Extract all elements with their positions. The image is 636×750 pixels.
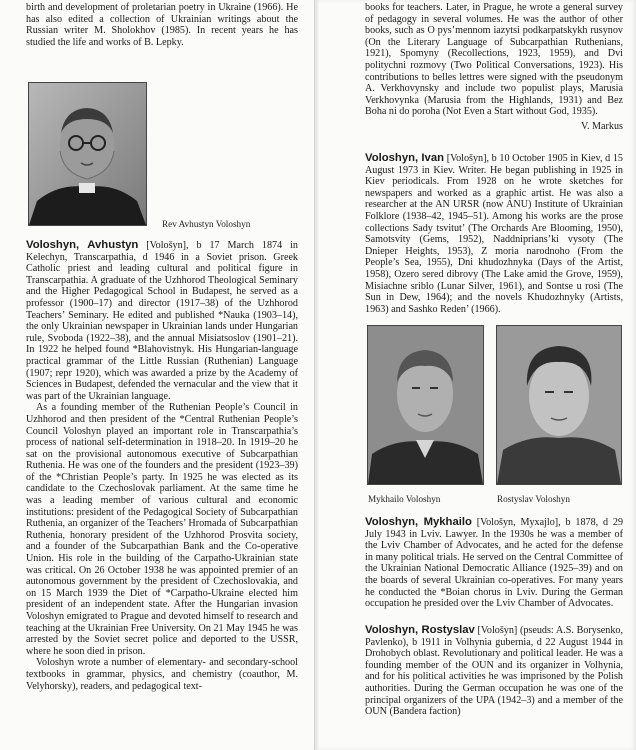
portrait-image	[368, 326, 483, 484]
photo-caption-mykhailo: Mykhailo Voloshyn	[368, 494, 441, 504]
photo-mykhailo-voloshyn	[367, 325, 484, 485]
entry-avhustyn-voloshyn	[26, 240, 298, 692]
headword-avhustyn: Voloshyn, Avhustyn	[26, 239, 139, 251]
headword-mykhailo: Voloshyn, Mykhailo	[365, 516, 472, 528]
left-top-paragraph	[26, 2, 298, 48]
portrait-image	[29, 83, 146, 225]
headword-ivan: Voloshyn, Ivan	[365, 152, 445, 164]
entry-avhustyn-para3: Voloshyn wrote a number of elementary- and secondary-school textbooks in grammar, physics, and chemistry (coauthor, M. Velyhorsky), readers, and pedagogical text-	[26, 657, 298, 692]
headword-rostyslav: Voloshyn, Rostyslav	[365, 624, 475, 636]
left-page	[0, 0, 315, 750]
entry-ivan-body: [Vološyn], b 10 October 1905 in Kiev, d 15 August 1973 in Kiev. Writer. He began publishing in 1925 in Kiev periodicals. From 1928 on he wrote sketches for newspapers and worked as a graphic artist. He was also a researcher at the AN URSR (now ANU) Institute of Ukrainian Folklore (1938–42, 1945–51). Among his works are the prose collections Sady tsvitut’ (The Orchards Are Blooming, 1950), Samotsvity (Gems, 1952), Naddniprians’ki vysoty (The Dnieper Heights, 1953), Z moria narodnoho (From the People’s Sea, 1955), Dni khudozhnyka (Days of the Artist, 1958), Ozero sered dibrovy (The Lake amid the Grove, 1959), Misiachne sriblo (Lunar Silver, 1961), and Sontse u rosi (The Sun in Dew, 1964); and the novels Khudozhnyky (Artists, 1963) and Sashko Reden’ (1966).	[365, 153, 623, 315]
entry-avhustyn-body: [Vološyn], b 17 March 1874 in Kelechyn, Transcarpathia, d 1946 in a Soviet prison. Greek Catholic priest and leading cultural and political figure in Transcarpathia. A graduate of the Uzhhorod Theological Seminary and the Higher Pedagogical School in Budapest, he served as a professor (1900–17) and director (1917–38) of the Uzhhorod Teachers’ Seminary. He edited and published *Nauka (1903–14), the only Ukrainian newspaper in Ukrainian lands under Hungarian rule, Svoboda (1922–38), and the annual Misiatsoslov (1901–21). In 1922 he helped found *Blahovistnyk. His Hungarian-language practical grammar of the Little Russian (Ruthenian) Language (1907; repr 1920), which was awarded a prize by the Academy of Sciences in Budapest, defended the vernacular and the view that it was part of the Ukrainian language.	[26, 240, 298, 402]
photo-caption-avhustyn: Rev Avhustyn Voloshyn	[162, 219, 251, 229]
right-page	[318, 0, 636, 750]
author-signature: V. Markus	[580, 120, 623, 132]
right-top-paragraph	[365, 2, 623, 133]
entry-rostyslav-body: [Vološyn] (pseuds: A.S. Borysenko, Pavlenko), b 1911 in Volhynia gubernia, d 22 August 1944 in Drohobych oblast. Revolutionary and political leader. He was a founding member of the OUN and its organizer in Volhynia, and for his political activities he was imprisoned by the Polish authorities. During the German occupation he was one of the principal organizers of the UPA (1942–3) and a member of the OUN (Bandera faction)	[365, 625, 623, 718]
portrait-image	[497, 326, 621, 484]
entry-mykhailo-voloshyn	[365, 517, 623, 610]
entry-avhustyn-para2: As a founding member of the Ruthenian People’s Council in Uzhhorod and then president of the *Central Ruthenian People’s Council Voloshyn played an important role in Transcarpathia’s process of national self-determination in 1918–20. In 1919–20 he sat on the provisional autonomous executive of Subcarpathian Ruthenia. He was one of the founders and the president (1923–39) of the *Christian People’s party. In 1925 he was elected as its candidate to the Czechoslovak parliament. At the same time he was a leading member of various cultural and economic institutions: president of the Pedagogical Society of Subcarpathian Ruthenia, an organizer of the Teachers’ Hromada of Subcarpathian Ruthenia, honorary president of the Uzhhorod Prosvita society, and a founder of the Subcarpathian Bank and the Co-operative Union. His role in the building of the Carpatho-Ukrainian state was critical. On 26 October 1938 he was appointed premier of an autonomous government by the president of Czechoslovakia, and on 15 March 1939 the Diet of *Carpatho-Ukraine elected him president of an independent state. After the Hungarian invasion Voloshyn emigrated to Prague and devoted himself to research and teaching at the Ukrainian Free University. On 21 May 1945 he was arrested by the Soviet secret police and deported to the USSR, where he soon died in prison.	[26, 402, 298, 657]
entry-rostyslav-voloshyn	[365, 625, 623, 718]
photo-avhustyn-voloshyn	[28, 82, 147, 226]
entry-ivan-voloshyn	[365, 153, 623, 315]
left-top-text: birth and development of proletarian poetry in Ukraine (1966). He has also edited a collection of Ukrainian writings about the Russian writer M. Sholokhov (1985). In recent years he has studied the life and works of B. Lepky.	[26, 2, 298, 48]
right-top-text: books for teachers. Later, in Prague, he wrote a general survey of pedagogy in several volumes. He was the author of other books, such as O pys’mennom iazytsi podkarpatskykh rusynov (On the Literary Language of Subcarpathian Ruthenians, 1921), Spomyny (Recollections, 1923, 1959), and Dvi politychni rozmovy (Two Political Conversations, 1923). His contributions to belles lettres were signed with the pseudonym A. Verkhovynsky and include two populist plays, Marusia Verkhovynka (Marusia from the Highlands, 1931) and Bez Boha ni do poroha (Not Even a Start without God, 1935).	[365, 2, 623, 118]
photo-rostyslav-voloshyn	[496, 325, 622, 485]
entry-mykhailo-body: [Vološyn, Myxajlo], b 1878, d 29 July 1943 in Lviv. Lawyer. In the 1930s he was a member of the Lviv Chamber of Advocates, and he acted for the defense in many political trials. He served on the Central Committee of the Ukrainian National Democratic Alliance (1925–39) and on the boards of several Ukrainian co-operatives. For many years he conducted the *Boian chorus in Lviv. During the German occupation he presided over the Lviv Chamber of Advocates.	[365, 517, 624, 610]
photo-caption-rostyslav: Rostyslav Voloshyn	[497, 494, 570, 504]
